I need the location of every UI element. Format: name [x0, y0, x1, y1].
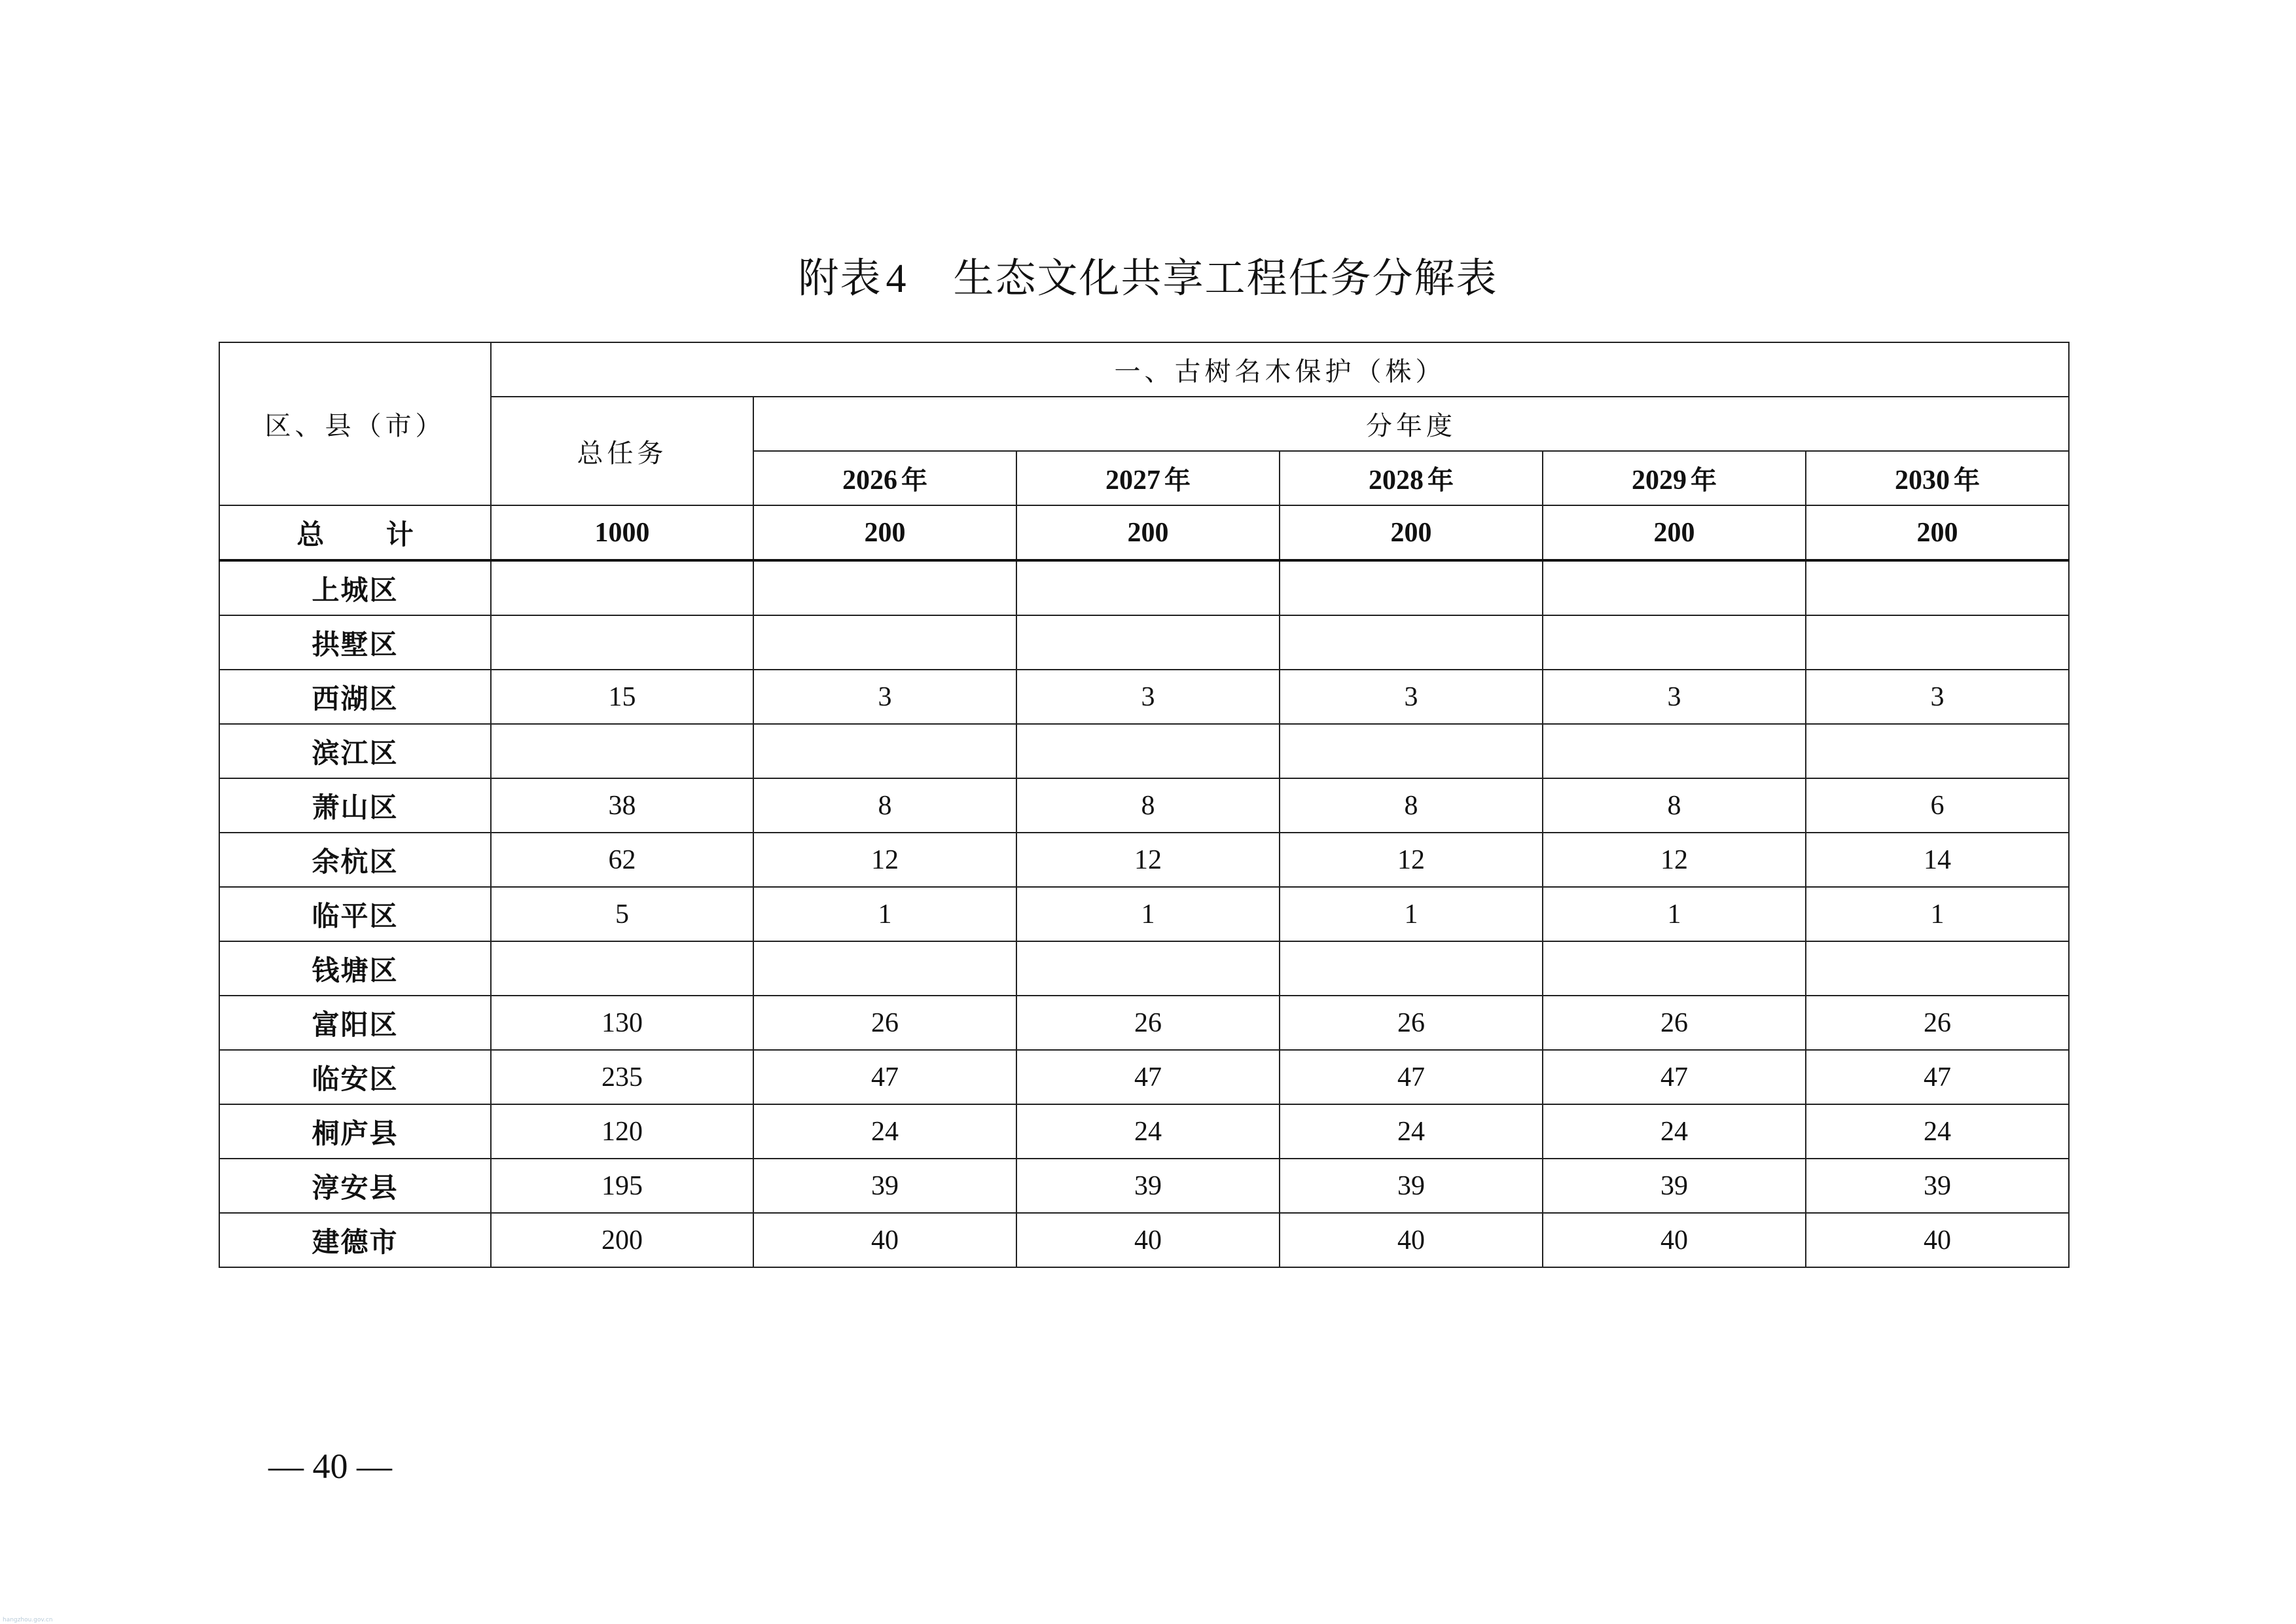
total-year-value: 200	[1806, 505, 2069, 560]
title-prefix: 附表	[798, 254, 882, 302]
region-year-value	[1806, 941, 2069, 996]
total-year-value: 200	[1543, 505, 1806, 560]
title-number: 4	[886, 257, 908, 301]
region-year-value: 47	[1016, 1050, 1280, 1104]
total-year-value: 200	[1280, 505, 1543, 560]
region-year-value: 1	[1806, 887, 2069, 941]
table-row	[219, 1213, 2069, 1267]
region-total-task: 15	[491, 670, 753, 724]
region-name: 滨江区	[219, 724, 491, 778]
year-header-suffix: 年	[1691, 465, 1717, 496]
region-year-value: 24	[1543, 1104, 1806, 1159]
table-row	[219, 887, 2069, 941]
region-year-value: 12	[1280, 833, 1543, 887]
table-row	[219, 560, 2069, 615]
table-row	[219, 1104, 2069, 1159]
year-header-2030	[1806, 451, 2069, 505]
year-header-number: 2027	[1105, 465, 1160, 496]
region-name: 钱塘区	[219, 941, 491, 996]
region-year-value: 6	[1806, 778, 2069, 833]
region-year-value: 1	[1280, 887, 1543, 941]
region-year-value: 39	[1280, 1159, 1543, 1213]
region-year-value	[1543, 724, 1806, 778]
table-row	[219, 1159, 2069, 1213]
total-task-header: 总任务	[491, 397, 753, 505]
region-year-value	[1543, 615, 1806, 670]
region-year-value	[1016, 724, 1280, 778]
region-year-value: 47	[1280, 1050, 1543, 1104]
total-label: 总 计	[219, 505, 491, 560]
region-year-value: 26	[1280, 996, 1543, 1050]
header-row-2	[219, 397, 2069, 451]
region-year-value: 40	[1016, 1213, 1280, 1267]
region-name: 淳安县	[219, 1159, 491, 1213]
region-year-value: 1	[1016, 887, 1280, 941]
region-year-value	[1016, 560, 1280, 615]
region-year-value: 1	[753, 887, 1016, 941]
region-year-value: 24	[1016, 1104, 1280, 1159]
total-row	[219, 505, 2069, 560]
region-year-value: 39	[1806, 1159, 2069, 1213]
region-year-value: 26	[753, 996, 1016, 1050]
region-year-value: 24	[1806, 1104, 2069, 1159]
year-header-number: 2028	[1369, 465, 1424, 496]
year-header-2029	[1543, 451, 1806, 505]
region-year-value: 3	[1543, 670, 1806, 724]
region-year-value: 26	[1543, 996, 1806, 1050]
table-row	[219, 615, 2069, 670]
region-total-task: 120	[491, 1104, 753, 1159]
region-name: 余杭区	[219, 833, 491, 887]
region-name: 拱墅区	[219, 615, 491, 670]
region-year-value	[1016, 615, 1280, 670]
table-row	[219, 833, 2069, 887]
by-year-header: 分年度	[753, 397, 2069, 451]
region-year-value	[1806, 724, 2069, 778]
region-total-task: 38	[491, 778, 753, 833]
region-year-value: 26	[1016, 996, 1280, 1050]
region-header: 区、县（市）	[219, 342, 491, 505]
region-name: 西湖区	[219, 670, 491, 724]
watermark-text: hangzhou.gov.cn	[3, 1617, 53, 1623]
region-year-value: 40	[753, 1213, 1016, 1267]
year-header-2027	[1016, 451, 1280, 505]
region-year-value	[1280, 724, 1543, 778]
region-year-value: 40	[1280, 1213, 1543, 1267]
total-value: 1000	[491, 505, 753, 560]
region-year-value: 1	[1543, 887, 1806, 941]
region-year-value	[1280, 941, 1543, 996]
region-year-value: 12	[753, 833, 1016, 887]
year-header-suffix: 年	[1164, 465, 1191, 496]
region-total-task	[491, 615, 753, 670]
region-name: 萧山区	[219, 778, 491, 833]
region-year-value: 47	[1806, 1050, 2069, 1104]
table-row	[219, 670, 2069, 724]
region-name: 建德市	[219, 1213, 491, 1267]
region-name: 上城区	[219, 560, 491, 615]
page-number: — 40 —	[268, 1447, 392, 1486]
region-year-value	[753, 941, 1016, 996]
table-row	[219, 941, 2069, 996]
table-row	[219, 778, 2069, 833]
title-text: 生态文化共享工程任务分解表	[953, 254, 1498, 302]
year-header-suffix: 年	[901, 465, 927, 496]
region-year-value: 39	[1543, 1159, 1806, 1213]
region-total-task	[491, 941, 753, 996]
region-year-value	[1806, 615, 2069, 670]
region-year-value: 8	[1280, 778, 1543, 833]
year-header-suffix: 年	[1427, 465, 1454, 496]
region-year-value: 3	[753, 670, 1016, 724]
region-name: 临平区	[219, 887, 491, 941]
section-header: 一、古树名木保护（株）	[491, 342, 2069, 397]
region-total-task: 200	[491, 1213, 753, 1267]
region-year-value	[753, 615, 1016, 670]
region-total-task	[491, 560, 753, 615]
region-year-value: 47	[1543, 1050, 1806, 1104]
region-year-value: 8	[753, 778, 1016, 833]
region-year-value: 3	[1016, 670, 1280, 724]
total-year-value: 200	[753, 505, 1016, 560]
region-year-value: 40	[1543, 1213, 1806, 1267]
year-header-number: 2026	[842, 465, 897, 496]
header-row-1	[219, 342, 2069, 397]
region-year-value: 40	[1806, 1213, 2069, 1267]
table-row	[219, 996, 2069, 1050]
region-year-value: 47	[753, 1050, 1016, 1104]
region-year-value: 26	[1806, 996, 2069, 1050]
region-year-value: 14	[1806, 833, 2069, 887]
region-year-value	[1543, 941, 1806, 996]
year-header-suffix: 年	[1954, 465, 1981, 496]
region-year-value: 39	[753, 1159, 1016, 1213]
region-year-value	[1280, 560, 1543, 615]
region-year-value	[753, 724, 1016, 778]
region-year-value	[1280, 615, 1543, 670]
region-year-value: 3	[1806, 670, 2069, 724]
region-year-value: 8	[1016, 778, 1280, 833]
region-year-value: 12	[1543, 833, 1806, 887]
region-year-value: 24	[753, 1104, 1016, 1159]
region-year-value: 8	[1543, 778, 1806, 833]
region-year-value	[1016, 941, 1280, 996]
table-row	[219, 1050, 2069, 1104]
region-year-value	[753, 560, 1016, 615]
region-year-value	[1806, 560, 2069, 615]
region-total-task: 5	[491, 887, 753, 941]
region-total-task: 62	[491, 833, 753, 887]
document-title	[0, 242, 2296, 314]
region-year-value: 12	[1016, 833, 1280, 887]
year-header-2026	[753, 451, 1016, 505]
region-total-task: 235	[491, 1050, 753, 1104]
table-row	[219, 724, 2069, 778]
task-breakdown-table	[219, 342, 2070, 1268]
year-header-2028	[1280, 451, 1543, 505]
year-header-number: 2030	[1895, 465, 1950, 496]
region-year-value: 39	[1016, 1159, 1280, 1213]
region-total-task: 195	[491, 1159, 753, 1213]
total-year-value: 200	[1016, 505, 1280, 560]
region-name: 富阳区	[219, 996, 491, 1050]
region-total-task	[491, 724, 753, 778]
region-year-value: 24	[1280, 1104, 1543, 1159]
region-year-value: 3	[1280, 670, 1543, 724]
year-header-number: 2029	[1632, 465, 1687, 496]
region-total-task: 130	[491, 996, 753, 1050]
region-name: 桐庐县	[219, 1104, 491, 1159]
region-name: 临安区	[219, 1050, 491, 1104]
region-year-value	[1543, 560, 1806, 615]
